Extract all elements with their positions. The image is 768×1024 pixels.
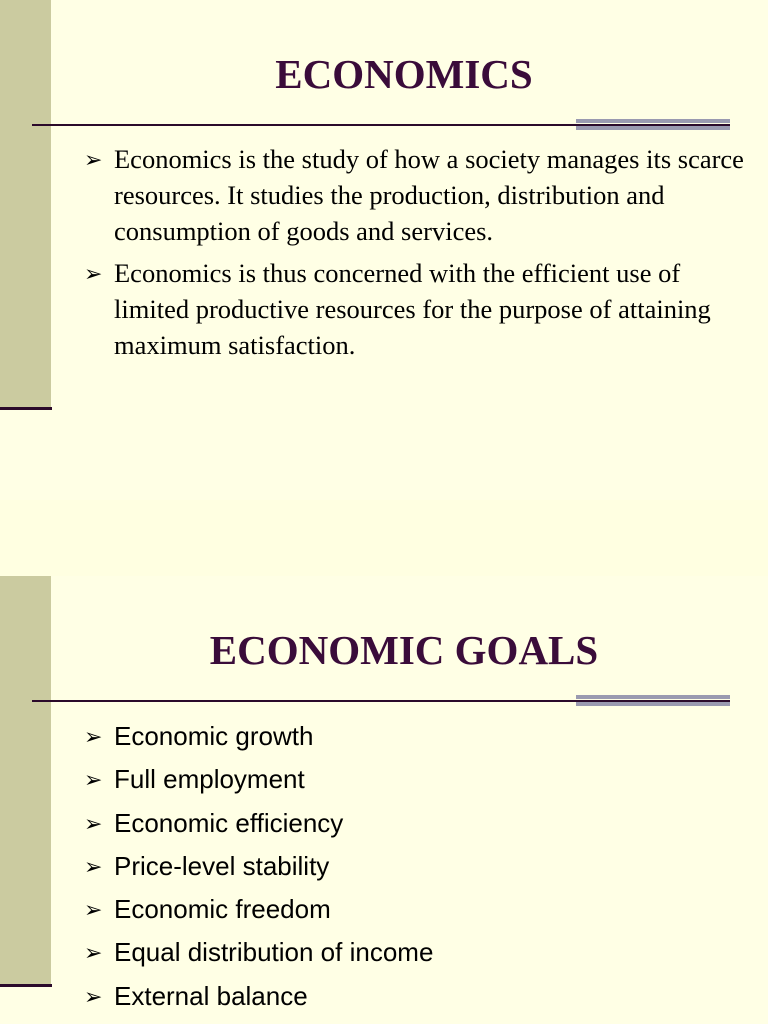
- goal-item: [84, 888, 744, 931]
- title-rule-accent: [576, 119, 730, 133]
- goal-item: [84, 975, 744, 1018]
- goal-item: [84, 931, 744, 974]
- arrow-bullet-icon: ➢: [84, 897, 103, 923]
- side-bar-tick: [0, 984, 52, 987]
- goals-list: [84, 715, 744, 1018]
- goal-item: [84, 802, 744, 845]
- goal-text: Economic growth: [114, 721, 314, 751]
- bullet-item: [84, 255, 744, 363]
- goal-text: Equal distribution of income: [114, 937, 434, 968]
- arrow-bullet-icon: ➢: [84, 767, 103, 793]
- arrow-bullet-icon: ➢: [84, 940, 103, 966]
- arrow-bullet-icon: ➢: [84, 810, 103, 836]
- slide-economic-goals: [0, 576, 768, 1024]
- bullet-text: Economics is the study of how a society manages its scarce resources. It studies the production, distribution and consumption of goods and services.: [114, 144, 744, 246]
- goal-text: Economic freedom: [114, 894, 331, 925]
- slide-title: ECONOMIC GOALS: [209, 627, 599, 673]
- goal-item: [84, 715, 744, 758]
- goal-text: Economic efficiency: [114, 807, 344, 838]
- goal-text: External balance: [114, 980, 308, 1011]
- arrow-bullet-icon: ➢: [84, 853, 103, 879]
- title-rule-accent: [576, 695, 730, 709]
- bullet-list: [84, 141, 744, 369]
- slide-title: ECONOMICS: [275, 51, 533, 97]
- bullet-text: Economics is thus concerned with the efficient use of limited productive resources for the purpose of attaining maximum satisfaction.: [114, 258, 711, 360]
- slide-economics: [0, 0, 768, 500]
- arrow-bullet-icon: ➢: [84, 147, 103, 172]
- goal-text: Price-level stability: [114, 850, 330, 881]
- arrow-bullet-icon: ➢: [84, 261, 103, 286]
- arrow-bullet-icon: ➢: [84, 724, 103, 749]
- bullet-item: [84, 141, 744, 249]
- arrow-bullet-icon: ➢: [84, 983, 103, 1009]
- goal-text: Full employment: [114, 764, 305, 795]
- goal-item: [84, 845, 744, 888]
- goal-item: [84, 758, 744, 801]
- side-bar-tick: [0, 407, 52, 410]
